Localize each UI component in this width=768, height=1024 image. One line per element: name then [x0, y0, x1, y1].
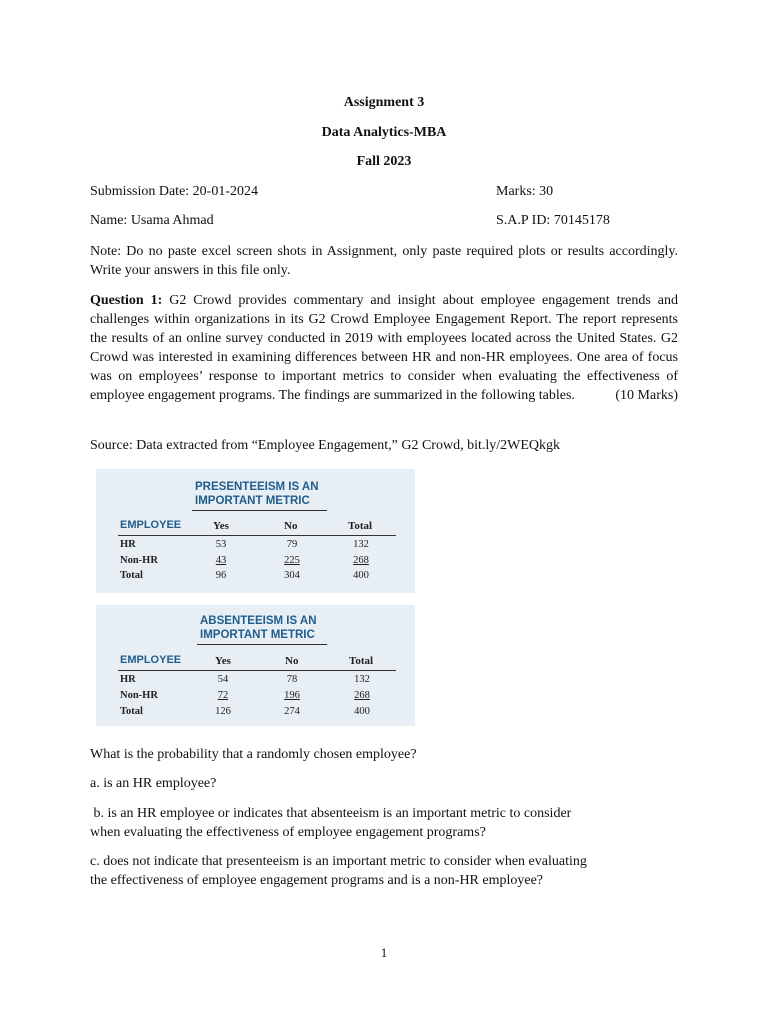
cell-yes: 126 [215, 706, 231, 717]
student-name: Name: Usama Ahmad [90, 213, 214, 228]
col-total: Total [349, 655, 374, 667]
row-label: HR [120, 674, 136, 685]
question-1-paragraph [90, 291, 678, 405]
cell-yes: 53 [215, 539, 227, 550]
page-number: 1 [380, 945, 388, 960]
col-employee: EMPLOYEE [120, 519, 182, 531]
cell-no: 78 [286, 674, 298, 685]
cell-total: 400 [354, 706, 370, 717]
row-label: Total [120, 706, 143, 717]
submission-date: Submission Date: 20-01-2024 [90, 184, 258, 199]
question-a: a. is an HR employee? [90, 776, 217, 791]
cell-total: 132 [353, 539, 369, 550]
cell-no: 304 [284, 570, 300, 581]
sap-id: S.A.P ID: 70145178 [496, 213, 610, 228]
submission-row [90, 184, 678, 200]
question-1-label: Question 1: [90, 293, 163, 308]
cell-total: 268 [354, 690, 370, 701]
question-1-text: G2 Crowd provides commentary and insight about employee engagement trends and challenges within organizations in its G2 Crowd Employee Engagement Report. The report represents the results of an online survey conducted in 2019 with employees located across the United States. G2 Crowd was interested in examining differences between HR and non-HR employees. One area of focus was on employees’ response to important metrics to consider when evaluating the effectiveness of employee engagement programs. The findings are summarized in the following tables. [90, 293, 679, 403]
cell-total: 268 [353, 555, 369, 566]
cell-no: 274 [284, 706, 300, 717]
row-label: Non-HR [120, 555, 158, 566]
cell-yes: 43 [215, 555, 227, 566]
cell-no: 225 [284, 555, 300, 566]
question-b: b. is an HR employee or indicates that absenteeism is an important metric to consider when evaluating the effectiveness of employee engagement programs? [90, 806, 572, 840]
row-label: HR [120, 539, 136, 550]
assignment-title: Assignment 3 [343, 95, 425, 110]
cell-no: 79 [286, 539, 298, 550]
row-label: Non-HR [120, 690, 158, 701]
col-yes: Yes [213, 520, 229, 532]
col-no: No [285, 655, 299, 667]
student-row [90, 213, 678, 229]
col-yes: Yes [215, 655, 231, 667]
cell-no: 196 [284, 690, 300, 701]
cell-yes: 96 [215, 570, 227, 581]
presenteeism-table [96, 469, 415, 593]
col-employee: EMPLOYEE [120, 654, 182, 666]
row-label: Total [120, 570, 143, 581]
probability-prompt: What is the probability that a randomly chosen employee? [90, 747, 417, 762]
col-total: Total [348, 520, 373, 532]
cell-total: 400 [353, 570, 369, 581]
cell-total: 132 [354, 674, 370, 685]
note-paragraph: Note: Do no paste excel screen shots in Assignment, only paste required plots or results accordingly. Write your answers in this file only. [90, 244, 678, 278]
table-heading: ABSENTEEISM IS AN IMPORTANT METRIC [200, 615, 317, 641]
question-1-marks: (10 Marks) [615, 388, 678, 403]
cell-yes: 54 [217, 674, 229, 685]
cell-yes: 72 [217, 690, 229, 701]
col-no: No [284, 520, 298, 532]
question-c: c. does not indicate that presenteeism is an important metric to consider when evaluating the effectiveness of employee engagement programs and is a non-HR employee? [90, 854, 587, 888]
table-heading: PRESENTEEISM IS AN IMPORTANT METRIC [195, 481, 319, 507]
course-title: Data Analytics-MBA [321, 125, 447, 140]
absenteeism-table [96, 605, 415, 726]
marks-total: Marks: 30 [496, 184, 554, 199]
source-line: Source: Data extracted from “Employee Engagement,” G2 Crowd, bit.ly/2WEQkgk [90, 438, 561, 453]
term-title: Fall 2023 [356, 154, 412, 169]
